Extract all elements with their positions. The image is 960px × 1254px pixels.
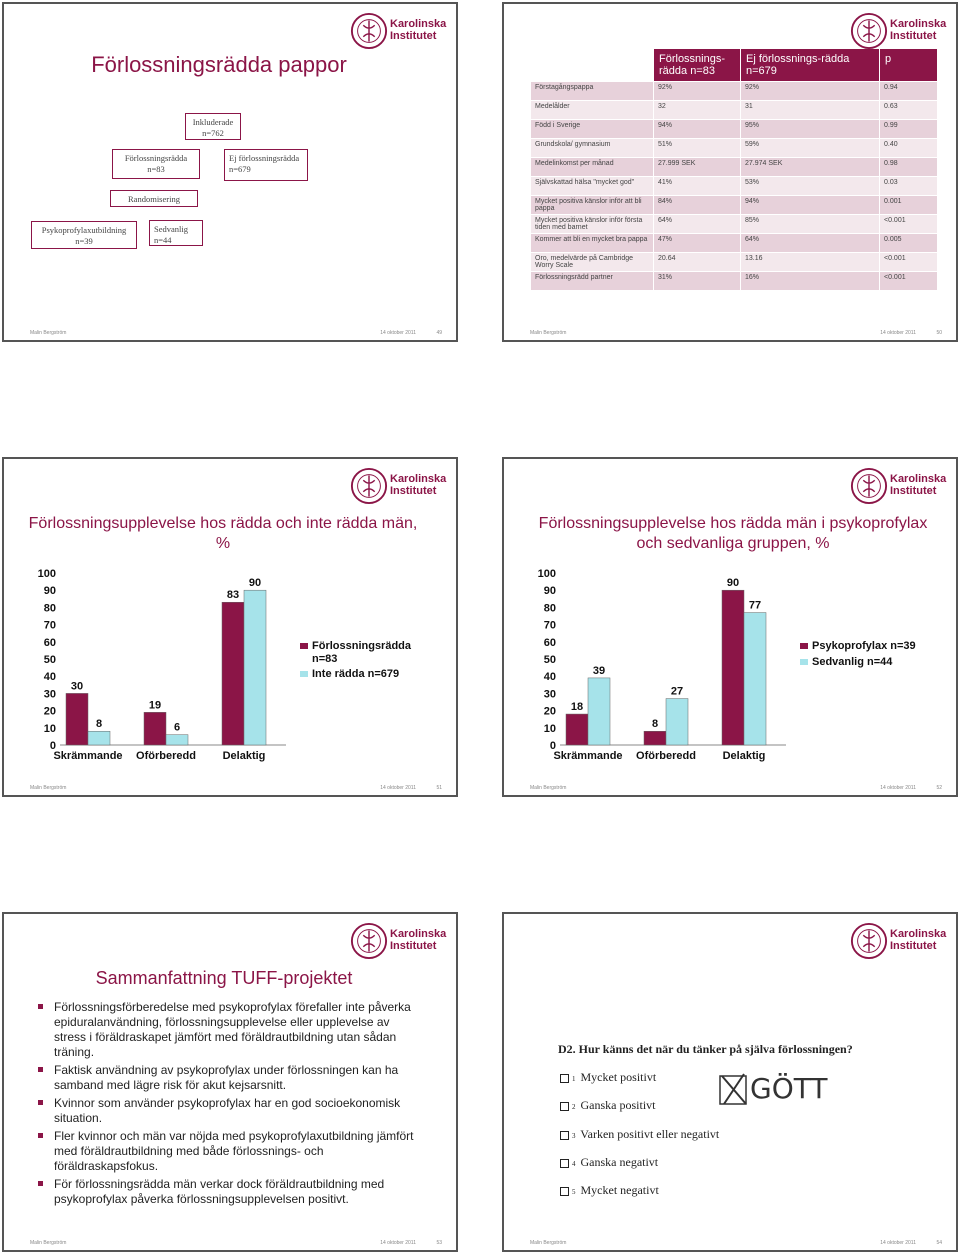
table-cell: Kommer att bli en mycket bra pappa xyxy=(531,234,653,252)
legend-label-line: n=83 xyxy=(312,653,338,665)
slide-50 xyxy=(502,2,958,342)
karolinska-seal-icon xyxy=(350,922,388,960)
legend-label-line: Förlossningsrädda xyxy=(312,640,412,652)
table-row xyxy=(531,234,937,252)
bar xyxy=(66,693,88,745)
survey-option xyxy=(560,1183,659,1198)
bar xyxy=(588,678,610,745)
survey-option xyxy=(560,1155,658,1170)
legend-label xyxy=(312,640,412,665)
option-number: 2 xyxy=(572,1103,576,1111)
table-row xyxy=(531,158,937,176)
table-row xyxy=(531,177,937,195)
table-cell: Grundskola/ gymnasium xyxy=(531,139,653,157)
table-cell: 0.98 xyxy=(880,158,937,176)
x-tick-label: Skrämmande xyxy=(53,750,123,762)
table-cell: 0.99 xyxy=(880,120,937,138)
table-cell: 53% xyxy=(741,177,879,195)
footer-author: Malin Bergström xyxy=(30,330,67,336)
table-cell: Förstagångspappa xyxy=(531,82,653,100)
legend-swatch xyxy=(300,643,308,649)
y-tick-label: 80 xyxy=(43,602,56,615)
list-item: För förlossningsrädda män verkar dock föräldrautbildning med psykoprofylax påverka förlossningsupplevelsen positivt. xyxy=(38,1177,416,1207)
table-row xyxy=(531,101,937,119)
bar xyxy=(166,735,188,745)
data-label: 77 xyxy=(748,599,762,612)
slide-title: Sammanfattning TUFF-projektet xyxy=(95,968,353,988)
bar-chart-psycho-vs-usual xyxy=(524,565,944,765)
survey-option xyxy=(560,1098,656,1113)
data-label: 39 xyxy=(592,664,606,677)
flow-box-random: Randomisering xyxy=(110,190,198,207)
y-tick-label: 100 xyxy=(537,568,556,580)
data-label: 18 xyxy=(570,701,584,714)
table-cell: 27.999 SEK xyxy=(654,158,740,176)
y-tick-label: 100 xyxy=(37,568,56,580)
y-tick-label: 70 xyxy=(543,619,556,632)
bar xyxy=(744,613,766,745)
x-tick-label: Oförberedd xyxy=(136,750,196,762)
table-cell: Medelinkomst per månad xyxy=(531,158,653,176)
table-cell: 94% xyxy=(741,196,879,214)
footer-page-number: 52 xyxy=(936,785,942,791)
table-cell: 94% xyxy=(654,120,740,138)
option-label: Ganska positivt xyxy=(580,1098,656,1112)
x-tick-label: Skrämmande xyxy=(553,750,623,762)
karolinska-seal-icon xyxy=(350,467,388,505)
table-header-row xyxy=(531,49,937,81)
legend-label: Inte rädda n=679 xyxy=(312,668,400,680)
logo-text: Karolinska Institutet xyxy=(890,18,947,42)
bar-chart-afraid-vs-not xyxy=(24,565,444,765)
data-label: 90 xyxy=(726,577,740,590)
y-tick-label: 50 xyxy=(43,654,56,666)
checkbox-icon xyxy=(560,1159,569,1168)
flow-box-included: Inkluderade n=762 xyxy=(185,113,241,140)
footer-author: Malin Bergström xyxy=(530,330,567,336)
table-cell: Medelålder xyxy=(531,101,653,119)
y-tick-label: 50 xyxy=(543,654,556,666)
table-row xyxy=(531,272,937,290)
survey-question: D2. Hur känns det när du tänker på själva förlossningen? xyxy=(558,1042,853,1056)
bar xyxy=(566,714,588,745)
karolinska-logo xyxy=(350,12,446,52)
list-item: Kvinnor som använder psykoprofylax har en god socioekonomisk situation. xyxy=(38,1096,416,1126)
legend-label: Psykoprofylax n=39 xyxy=(812,640,916,652)
footer-page-number: 49 xyxy=(436,330,442,336)
footer-page-number: 53 xyxy=(436,1240,442,1246)
table-row xyxy=(531,253,937,271)
table-cell: 51% xyxy=(654,139,740,157)
table-cell: Född i Sverige xyxy=(531,120,653,138)
summary-bullets xyxy=(38,1000,416,1210)
flow-box-afraid: Förlossningsrädda n=83 xyxy=(112,149,200,179)
y-tick-label: 70 xyxy=(43,619,56,632)
bar xyxy=(244,590,266,745)
bar xyxy=(644,731,666,745)
table-header: Ej förlossnings-rädda n=679 xyxy=(741,49,879,81)
karolinska-seal-icon xyxy=(850,922,888,960)
logo-text: Karolinska Institutet xyxy=(390,473,447,497)
slide-52 xyxy=(502,457,958,797)
karolinska-seal-icon xyxy=(850,12,888,50)
table-cell: 0.03 xyxy=(880,177,937,195)
table-cell: 31 xyxy=(741,101,879,119)
legend-label: Sedvanlig n=44 xyxy=(812,656,893,668)
legend-swatch xyxy=(800,643,808,649)
flow-box-not-afraid: Ej förlossningsrädda n=679 xyxy=(224,149,308,181)
table-cell: 64% xyxy=(741,234,879,252)
flow-box-usual: Sedvanlig n=44 xyxy=(149,220,203,246)
karolinska-logo xyxy=(850,467,946,507)
table-cell: <0.001 xyxy=(880,253,937,271)
handwritten-text: GÖTT xyxy=(750,1072,828,1105)
list-item: Förlossningsförberedelse med psykoprofylax förefaller inte påverka epiduralanvändning, förlossningsupplevelse eller upplevelse av stress i föräldraskapet jämfört med föräldrautbildning utan sådan träning. xyxy=(38,1000,416,1060)
footer-date: 14 oktober 2011 xyxy=(380,785,416,791)
table-cell: 64% xyxy=(654,215,740,233)
data-label: 30 xyxy=(70,680,84,693)
y-tick-label: 60 xyxy=(543,636,556,649)
table-cell: 41% xyxy=(654,177,740,195)
data-label: 8 xyxy=(95,718,103,731)
table-row xyxy=(531,196,937,214)
table-cell: 20.64 xyxy=(654,253,740,271)
table-cell: 92% xyxy=(654,82,740,100)
y-tick-label: 90 xyxy=(43,585,56,598)
comparison-table xyxy=(530,48,938,291)
table-cell: 59% xyxy=(741,139,879,157)
slide-51 xyxy=(2,457,458,797)
bar xyxy=(88,731,110,745)
table-cell: 27.974 SEK xyxy=(741,158,879,176)
handwritten-answer xyxy=(716,1064,846,1110)
logo-text: Karolinska Institutet xyxy=(390,18,447,42)
table-cell: Självskattad hälsa "mycket god" xyxy=(531,177,653,195)
footer-page-number: 50 xyxy=(936,330,942,336)
table-cell: Mycket positiva känslor inför första tiden med barnet xyxy=(531,215,653,233)
x-tick-label: Oförberedd xyxy=(636,750,696,762)
y-tick-label: 90 xyxy=(543,585,556,598)
table-cell: 0.001 xyxy=(880,196,937,214)
table-cell: 92% xyxy=(741,82,879,100)
x-tick-label: Delaktig xyxy=(222,750,266,762)
y-tick-label: 40 xyxy=(543,671,556,684)
option-label: Ganska negativt xyxy=(580,1155,659,1169)
bar xyxy=(666,699,688,745)
bar xyxy=(222,602,244,745)
footer-author: Malin Bergström xyxy=(530,1240,567,1246)
karolinska-logo xyxy=(850,922,946,962)
data-label: 19 xyxy=(148,699,162,712)
y-tick-label: 80 xyxy=(543,602,556,615)
table-cell: 95% xyxy=(741,120,879,138)
table-cell: 32 xyxy=(654,101,740,119)
bar xyxy=(144,712,166,745)
table-cell: Oro, medelvärde på Cambridge Worry Scale xyxy=(531,253,653,271)
table-cell: 85% xyxy=(741,215,879,233)
table-cell: 0.005 xyxy=(880,234,937,252)
logo-text: Karolinska Institutet xyxy=(890,928,947,952)
table-cell: <0.001 xyxy=(880,215,937,233)
data-label: 27 xyxy=(670,685,684,698)
table-header: Förlossnings-rädda n=83 xyxy=(654,49,740,81)
checkbox-icon xyxy=(560,1187,569,1196)
y-tick-label: 60 xyxy=(43,636,56,649)
footer-date: 14 oktober 2011 xyxy=(880,1240,916,1246)
table-row xyxy=(531,215,937,233)
footer-date: 14 oktober 2011 xyxy=(880,785,916,791)
footer-date: 14 oktober 2011 xyxy=(380,330,416,336)
slide-49 xyxy=(2,2,458,342)
survey-option xyxy=(560,1127,719,1142)
bar xyxy=(722,590,744,745)
y-tick-label: 10 xyxy=(543,722,556,735)
y-tick-label: 10 xyxy=(43,722,56,735)
karolinska-logo xyxy=(350,922,446,962)
table-cell: 16% xyxy=(741,272,879,290)
y-tick-label: 40 xyxy=(43,671,56,684)
slide-53 xyxy=(2,912,458,1252)
table-cell: Förlossningsrädd partner xyxy=(531,272,653,290)
data-label: 90 xyxy=(248,577,262,590)
y-tick-label: 20 xyxy=(43,705,56,718)
list-item: Fler kvinnor och män var nöjda med psykoprofylaxutbildning jämfört med föräldrautbildning med både förlossnings- och föräldraskapsfokus. xyxy=(38,1129,416,1174)
slide-54 xyxy=(502,912,958,1252)
table-cell: 47% xyxy=(654,234,740,252)
karolinska-seal-icon xyxy=(350,12,388,50)
option-number: 1 xyxy=(572,1075,576,1083)
x-tick-label: Delaktig xyxy=(722,750,766,762)
table-cell: 0.63 xyxy=(880,101,937,119)
table-cell: 13.16 xyxy=(741,253,879,271)
checkbox-icon xyxy=(560,1074,569,1083)
karolinska-logo xyxy=(850,12,946,52)
table-row xyxy=(531,82,937,100)
option-number: 5 xyxy=(572,1188,576,1196)
logo-text: Karolinska Institutet xyxy=(390,928,447,952)
footer-date: 14 oktober 2011 xyxy=(880,330,916,336)
data-label: 8 xyxy=(651,718,659,731)
data-label: 83 xyxy=(226,589,240,602)
option-label: Varken positivt eller negativt xyxy=(580,1127,720,1141)
survey-option xyxy=(560,1070,656,1085)
slide-title: Förlossningsrädda pappor xyxy=(91,52,347,77)
footer-date: 14 oktober 2011 xyxy=(380,1240,416,1246)
slide-title: Förlossningsupplevelse hos rädda män i psykoprofylax och sedvanliga gruppen, % xyxy=(538,515,928,552)
legend-swatch xyxy=(300,671,308,677)
option-label: Mycket positivt xyxy=(580,1070,657,1084)
y-tick-label: 20 xyxy=(543,705,556,718)
karolinska-seal-icon xyxy=(850,467,888,505)
y-tick-label: 0 xyxy=(549,740,556,752)
table-cell: 84% xyxy=(654,196,740,214)
legend-swatch xyxy=(800,659,808,665)
list-item: Faktisk användning av psykoprofylax under förlossningen kan ha samband med lägre risk för akut kejsarsnitt. xyxy=(38,1063,416,1093)
table-header-blank xyxy=(531,49,653,81)
table-cell: 0.40 xyxy=(880,139,937,157)
table-cell: 31% xyxy=(654,272,740,290)
table-cell: <0.001 xyxy=(880,272,937,290)
table-row xyxy=(531,120,937,138)
logo-text: Karolinska Institutet xyxy=(890,473,947,497)
karolinska-logo xyxy=(350,467,446,507)
option-label: Mycket negativt xyxy=(580,1183,659,1197)
option-number: 4 xyxy=(572,1160,576,1168)
y-tick-label: 30 xyxy=(543,688,556,701)
table-row xyxy=(531,139,937,157)
footer-page-number: 51 xyxy=(436,785,442,791)
y-tick-label: 0 xyxy=(49,740,56,752)
checkbox-icon xyxy=(560,1131,569,1140)
table-header: p xyxy=(880,49,937,81)
table-cell: Mycket positiva känslor inför att bli pappa xyxy=(531,196,653,214)
slide-title: Förlossningsupplevelse hos rädda och inte rädda män, % xyxy=(28,515,418,552)
flow-box-psycho: Psykoprofylaxutbildning n=39 xyxy=(31,221,137,249)
data-label: 6 xyxy=(173,721,181,734)
y-tick-label: 30 xyxy=(43,688,56,701)
footer-author: Malin Bergström xyxy=(30,1240,67,1246)
option-number: 3 xyxy=(572,1132,576,1140)
footer-page-number: 54 xyxy=(936,1240,942,1246)
footer-author: Malin Bergström xyxy=(30,785,67,791)
footer-author: Malin Bergström xyxy=(530,785,567,791)
table-cell: 0.94 xyxy=(880,82,937,100)
checkbox-icon xyxy=(560,1102,569,1111)
